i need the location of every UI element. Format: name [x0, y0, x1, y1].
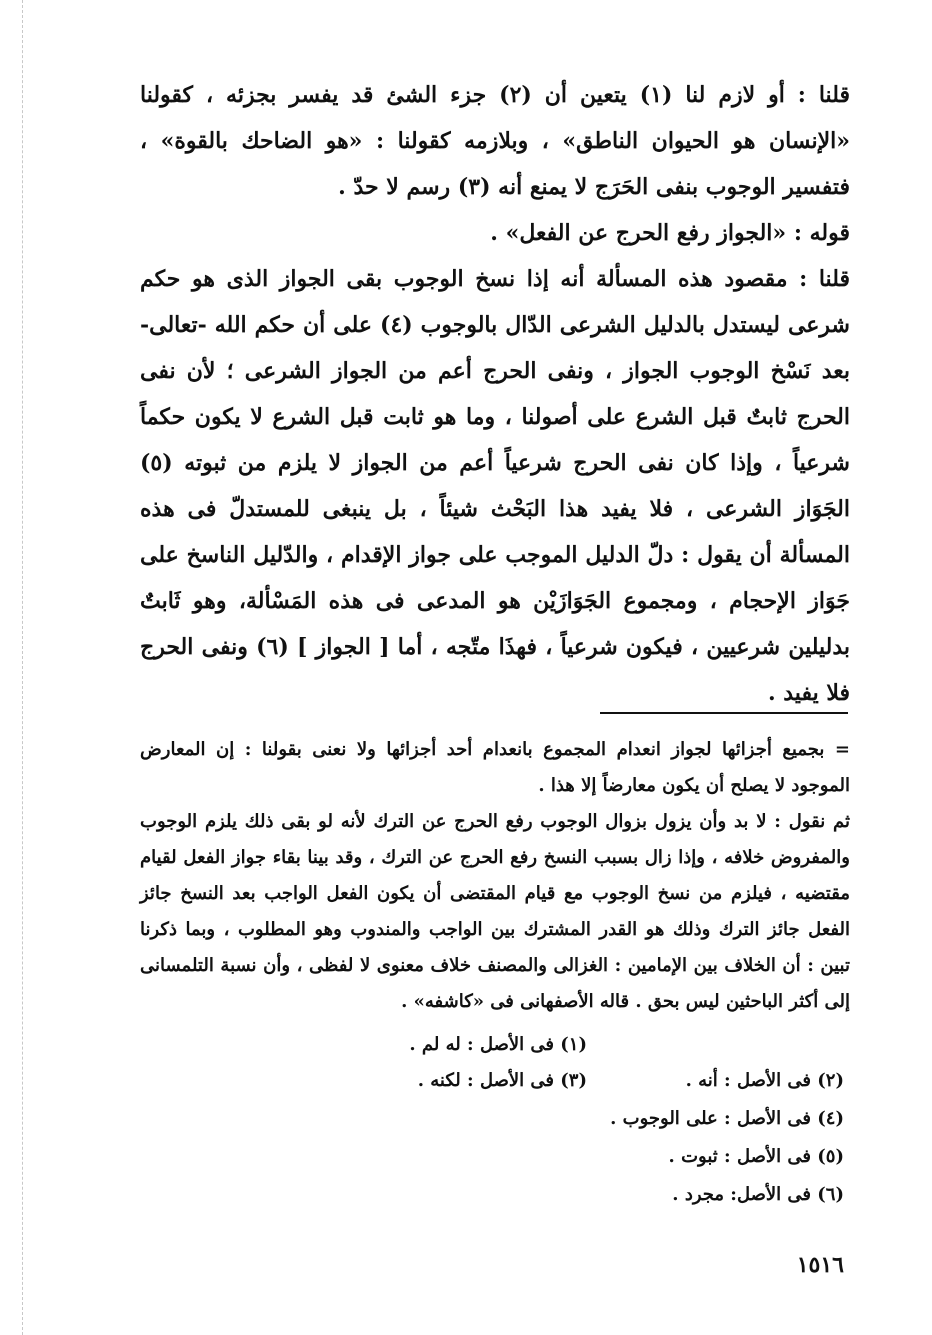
main-text [140, 72, 850, 716]
note-paragraph-1: = بجميع أجزائها لجواز انعدام المجموع بانعدام أحد أجزائها ولا نعنى بقولنا : إن المعارض الموجود لا يصلح أن يكون معارضاً إلا هذا . [140, 739, 850, 796]
page-number: ١٥١٦ [796, 1252, 844, 1278]
footnote-4: (٤) فى الأصل : على الوجوب . [610, 1108, 844, 1129]
paragraph-1: قلنا : أو لازم لنا (١) يتعين أن (٢) جزء الشئ قد يفسر بجزئه ، كقولنا «الإنسان هو الحيوان الناطق» ، وبلازمه كقولنا : «هو الضاحك بالقوة» ، فتفسير الوجوب بنفى الحَرَج لا يمنع أنه (٣) رسم لا حدّ . [140, 82, 850, 200]
paragraph-2: قوله : «الجواز رفع الحرج عن الفعل» . [490, 220, 850, 246]
footnote-separator [600, 712, 848, 714]
note-paragraph-2: ثم نقول : لا بد وأن يزول بزوال الوجوب رفع الحرج عن الترك لأنه لو بقى ذلك يلزم الوجوب والمفروض خلافه ، وإذا زال بسبب النسخ رفع الحرج عن الترك ، وقد بينا بقاء جواز الفعل لقيام مقتضيه ، فيلزم من نسخ الوجوب مع قيام المقتضى أن يكون الفعل الواجب بعد النسخ جائز الفعل جائز الترك وذلك هو القدر المشترك بين الواجب والمندوب وهو المطلوب ، وبما ذكرنا تبين : أن الخلاف بين الإمامين : الغزالى والمصنف خلاف معنوى لا لفظى ، وأن نسبة التلمسانى إلى أكثر الباحثين ليس بحق . قاله الأصفهانى فى «كاشفه» . [140, 811, 850, 1012]
paragraph-3: قلنا : مقصود هذه المسألة أنه إذا نسخ الوجوب بقى الجواز الذى هو حكم شرعى ليستدل بالدليل الشرعى الدّال بالوجوب (٤) على أن حكم الله -تعالى- بعد نَسْخ الوجوب الجواز ، ونفى الحرج أعم من الجواز الشرعى ؛ لأن نفى الحرج ثابتٌ قبل الشرع على أصولنا ، وما هو ثابت قبل الشرع لا يكون حكماً شرعياً ، وإذا كان نفى الحرج شرعياً أعم من الجواز لا يلزم من ثبوته (٥) الجَوَاز الشرعى ، فلا يفيد هذا البَحْث شيئاً ، بل ينبغى للمستدلّ فى هذه المسألة أن يقول : دلّ الدليل الموجب على جواز الإقدام ، والدّليل الناسخ على جَوَاز الإحجام ، ومجموع الجَوَازَيْن هو المدعى فى هذه المَسْألة، وهو ثَابتٌ بدليلين شرعيين ، فيكون شرعياً ، فهذَا متّجه ، أما [ الجواز ] (٦) ونفى الحرج فلا يفيد . [140, 266, 851, 706]
footnote-3: (٣) فى الأصل : لكنه . [417, 1070, 587, 1091]
commentary-notes [140, 732, 850, 1020]
footnote-2: (٢) فى الأصل : أنه . [685, 1070, 844, 1091]
footnote-6: (٦) فى الأصل: مجرد . [672, 1184, 844, 1205]
scan-edge-line [22, 0, 23, 1335]
footnote-1: (١) فى الأصل : له لم . [409, 1034, 587, 1055]
footnote-5: (٥) فى الأصل : ثبوت . [668, 1146, 844, 1167]
